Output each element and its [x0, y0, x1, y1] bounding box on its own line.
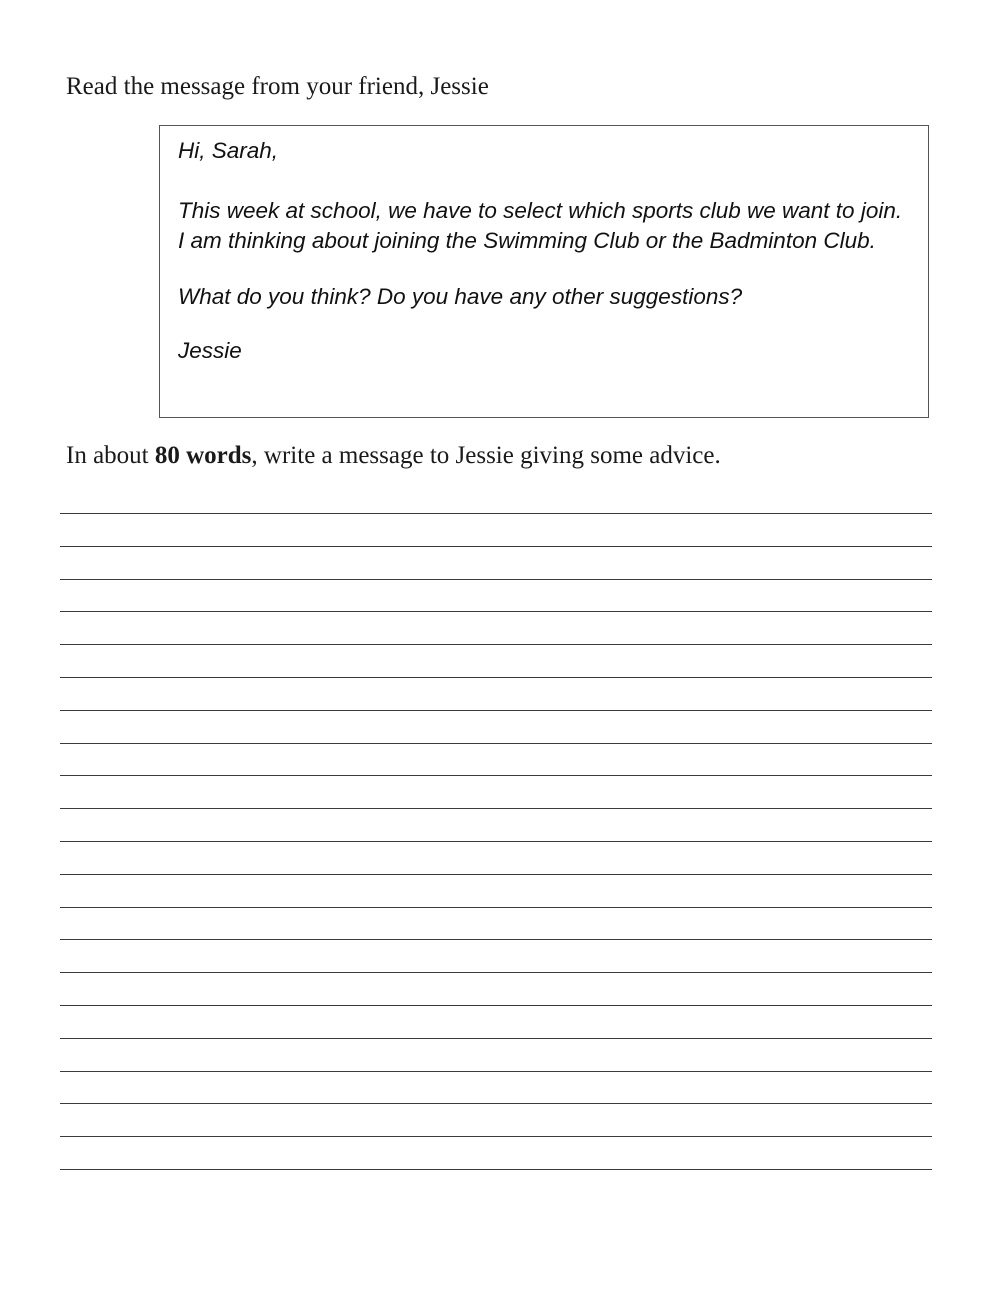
answer-line[interactable]	[60, 482, 932, 514]
answer-line[interactable]	[60, 548, 932, 580]
answer-line[interactable]	[60, 1040, 932, 1072]
answer-line[interactable]	[60, 1105, 932, 1137]
answer-line[interactable]	[60, 908, 932, 940]
answer-line[interactable]	[60, 777, 932, 809]
message-question: What do you think? Do you have any other suggestions?	[178, 284, 743, 309]
answer-line[interactable]	[60, 1007, 932, 1039]
answer-line[interactable]	[60, 1072, 932, 1104]
answer-line[interactable]	[60, 646, 932, 678]
answer-line[interactable]	[60, 876, 932, 908]
answer-line[interactable]	[60, 515, 932, 547]
task-word-count: 80 words	[154, 442, 252, 469]
answer-line[interactable]	[60, 974, 932, 1006]
answer-line[interactable]	[60, 941, 932, 973]
task-suffix: , write a message to Jessie giving some advice.	[251, 442, 721, 469]
message-body-line-2: I am thinking about joining the Swimming Club or the Badminton Club.	[178, 228, 876, 253]
answer-line[interactable]	[60, 613, 932, 645]
message-body-line-1: This week at school, we have to select which sports club we want to join.	[178, 198, 903, 223]
answer-line[interactable]	[60, 580, 932, 612]
reading-instruction: Read the message from your friend, Jessie	[66, 73, 489, 100]
answer-line[interactable]	[60, 744, 932, 776]
message-greeting: Hi, Sarah,	[178, 138, 279, 163]
answer-line[interactable]	[60, 843, 932, 875]
answer-line[interactable]	[60, 1138, 932, 1170]
answer-line[interactable]	[60, 712, 932, 744]
answer-line[interactable]	[60, 679, 932, 711]
task-prefix: In about	[66, 442, 155, 469]
message-signoff: Jessie	[178, 338, 242, 363]
answer-line[interactable]	[60, 810, 932, 842]
friend-message-box	[159, 125, 929, 418]
writing-task	[66, 439, 721, 473]
